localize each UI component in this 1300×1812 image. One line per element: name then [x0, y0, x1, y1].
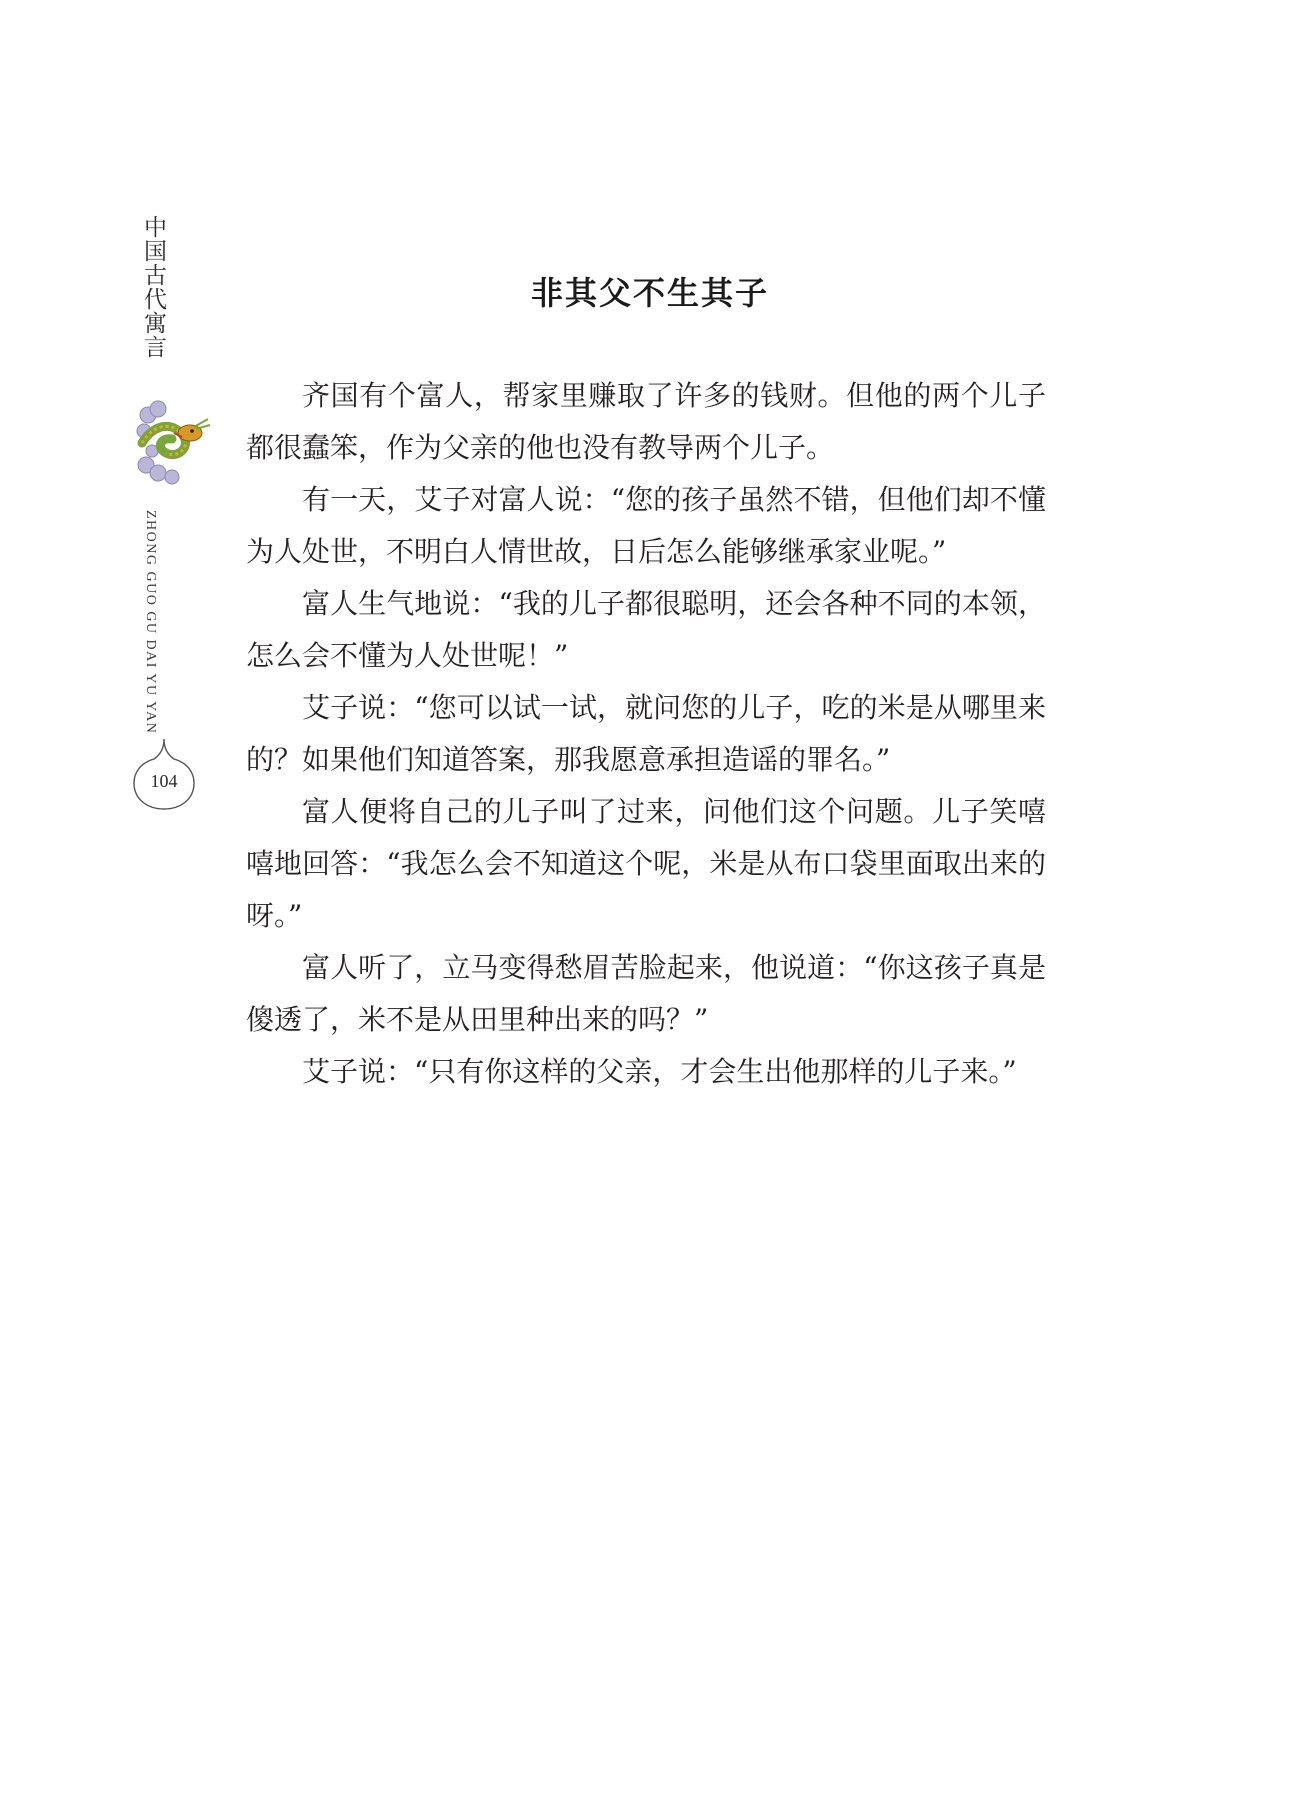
dragon-emblem-icon [134, 393, 212, 493]
story-paragraph: 有一天，艾子对富人说：“您的孩子虽然不错，但他们却不懂为人处世，不明白人情世故，日后怎么能够继承家业呢。” [246, 483, 1046, 568]
page-number: 104 [150, 771, 178, 791]
book-title-pinyin: ZHONG GUO GU DAI YU YAN [143, 510, 158, 735]
story-paragraph: 富人便将自己的儿子叫了过来，问他们这个问题。儿子笑嘻嘻地回答：“我怎么会不知道这个呢，米是从布口袋里面取出来的呀。” [246, 795, 1046, 932]
story-paragraph: 富人听了，立马变得愁眉苦脸起来，他说道：“你这孩子真是傻透了，米不是从田里种出来的吗？” [246, 951, 1046, 1036]
story-paragraph: 齐国有个富人，帮家里赚取了许多的钱财。但他的两个儿子都很蠢笨，作为父亲的他也没有教导两个儿子。 [246, 379, 1046, 464]
story-title: 非其父不生其子 [530, 274, 769, 312]
story-paragraph: 艾子说：“只有你这样的父亲，才会生出他那样的儿子来。” [302, 1055, 1017, 1088]
story-paragraph: 艾子说：“您可以试一试，就问您的儿子，吃的米是从哪里来的？如果他们知道答案，那我愿意承担造谣的罪名。” [246, 691, 1046, 776]
book-title: 中国古代寓言 [140, 215, 166, 359]
story-paragraph: 富人生气地说：“我的儿子都很聪明，还会各种不同的本领，怎么会不懂为人处世呢！” [246, 587, 1046, 672]
story-body [246, 370, 1046, 1098]
side-running-header [128, 215, 198, 795]
page-number-badge [132, 735, 196, 811]
